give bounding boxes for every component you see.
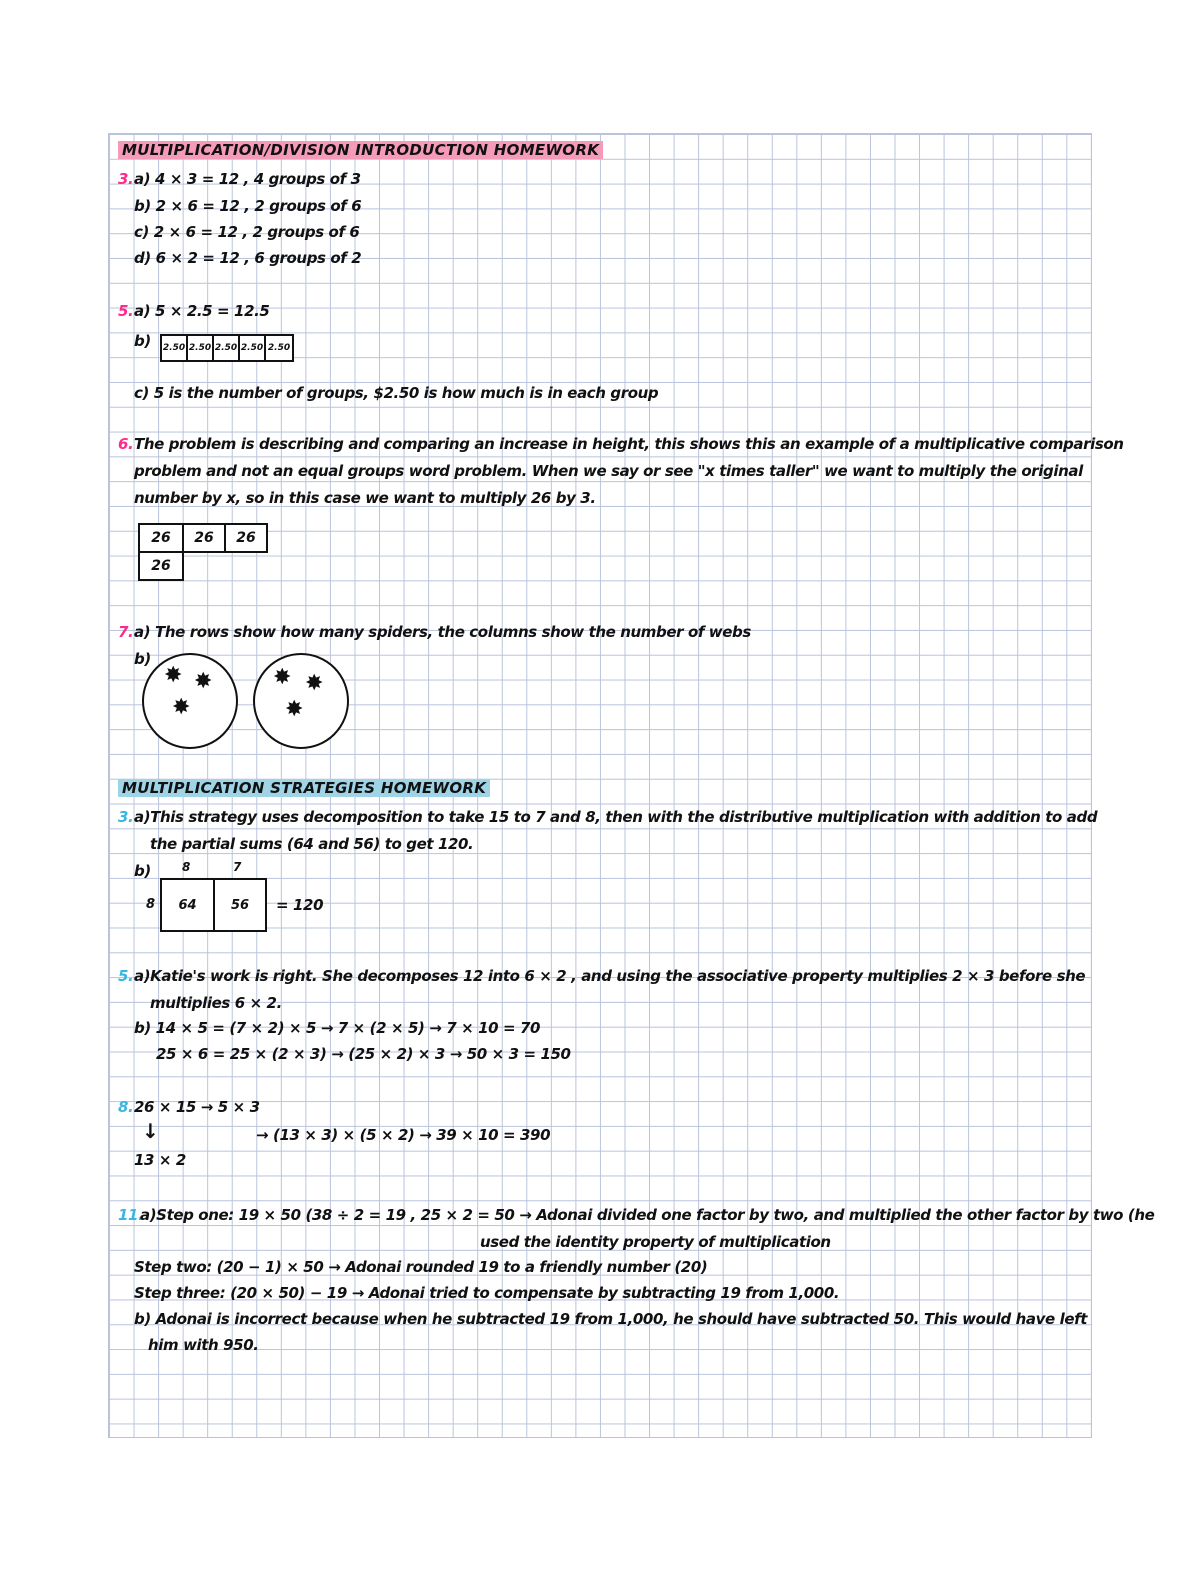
s2-q3-line-1: a)This strategy uses decomposition to take 15 to 7 and 8, then with the distributive multiplication with addition to add bbox=[134, 808, 1098, 826]
spider-icon: ✸ bbox=[172, 695, 191, 720]
s2-q5-line-4: 25 × 6 = 25 × (2 × 3) → (25 × 2) × 3 → 50 × 3 = 150 bbox=[156, 1045, 571, 1063]
area-model-row-label: 8 bbox=[146, 897, 155, 912]
tape-cell: 2.50 bbox=[160, 334, 188, 362]
s2-q5-line-3: b) 14 × 5 = (7 × 2) × 5 → 7 × (2 × 5) → 7 × 10 = 70 bbox=[134, 1019, 541, 1037]
tape-cell: 26 bbox=[138, 523, 184, 553]
q3-line-a: a) 4 × 3 = 12 , 4 groups of 3 bbox=[134, 170, 361, 188]
question-number-7: 7. bbox=[118, 623, 134, 641]
q5-line-c: c) 5 is the number of groups, $2.50 is how much is in each group bbox=[134, 384, 659, 402]
tape-cell: 2.50 bbox=[186, 334, 214, 362]
area-model-result: = 120 bbox=[276, 896, 324, 914]
question-number-3: 3. bbox=[118, 808, 134, 826]
question-number-3: 3. bbox=[118, 170, 134, 188]
s2-q11-line-2: used the identity property of multiplication bbox=[480, 1233, 831, 1251]
s2-q8-line-1: 26 × 15 → 5 × 3 bbox=[134, 1098, 260, 1116]
area-model-col-label: 8 bbox=[182, 860, 190, 874]
tape-cell: 2.50 bbox=[238, 334, 266, 362]
q6-line-2: problem and not an equal groups word problem. When we say or see "x times taller" we want to multiply the original bbox=[134, 462, 1083, 480]
tape-cell: 26 bbox=[138, 551, 184, 581]
s2-q8-line-3: 13 × 2 bbox=[134, 1151, 186, 1169]
question-number-8: 8. bbox=[118, 1098, 134, 1116]
section-heading-intro: MULTIPLICATION/DIVISION INTRODUCTION HOMEWORK bbox=[118, 141, 603, 159]
q5-line-a: a) 5 × 2.5 = 12.5 bbox=[134, 302, 270, 320]
s2-q5-line-2: multiplies 6 × 2. bbox=[150, 994, 282, 1012]
q6-line-1: The problem is describing and comparing an increase in height, this shows this an example of a multiplicative comparison bbox=[134, 435, 1124, 453]
section-heading-strategies: MULTIPLICATION STRATEGIES HOMEWORK bbox=[118, 779, 490, 797]
spider-icon: ✸ bbox=[164, 663, 183, 688]
s2-q11-line-5: b) Adonai is incorrect because when he subtracted 19 from 1,000, he should have subtracted 50. This would have left bbox=[134, 1310, 1088, 1328]
group-circle bbox=[142, 653, 238, 749]
spider-icon: ✸ bbox=[285, 697, 304, 722]
down-arrow-icon: ↓ bbox=[142, 1119, 159, 1143]
question-number-5: 5. bbox=[118, 967, 134, 985]
q7-label-b: b) bbox=[134, 650, 151, 668]
tape-cell: 2.50 bbox=[212, 334, 240, 362]
q3-line-b: b) 2 × 6 = 12 , 2 groups of 6 bbox=[134, 197, 362, 215]
s2-q11-line-4: Step three: (20 × 50) − 19 → Adonai tried to compensate by subtracting 19 from 1,000. bbox=[134, 1284, 840, 1302]
area-model-col-label: 7 bbox=[233, 860, 241, 874]
s2-q3-line-2: the partial sums (64 and 56) to get 120. bbox=[150, 835, 474, 853]
q3-line-d: d) 6 × 2 = 12 , 6 groups of 2 bbox=[134, 249, 362, 267]
spider-icon: ✸ bbox=[305, 671, 324, 696]
tape-cell: 26 bbox=[182, 523, 226, 553]
question-number-5: 5. bbox=[118, 302, 134, 320]
s2-q5-line-1: a)Katie's work is right. She decomposes 12 into 6 × 2 , and using the associative property multiplies 2 × 3 before she bbox=[134, 967, 1086, 985]
group-circle bbox=[253, 653, 349, 749]
q5-label-b: b) bbox=[134, 332, 151, 350]
spider-icon: ✸ bbox=[194, 669, 213, 694]
area-model-cell: 56 bbox=[213, 878, 267, 932]
s2-q11-line-3: Step two: (20 − 1) × 50 → Adonai rounded 19 to a friendly number (20) bbox=[134, 1258, 708, 1276]
question-number-11: 11. bbox=[118, 1206, 144, 1224]
spider-icon: ✸ bbox=[273, 665, 292, 690]
q7-line-a: a) The rows show how many spiders, the columns show the number of webs bbox=[134, 623, 751, 641]
q6-line-3: number by x, so in this case we want to multiply 26 by 3. bbox=[134, 489, 596, 507]
question-number-6: 6. bbox=[118, 435, 134, 453]
tape-cell: 2.50 bbox=[264, 334, 294, 362]
s2-q3-label-b: b) bbox=[134, 862, 151, 880]
area-model-cell: 64 bbox=[160, 878, 215, 932]
tape-cell: 26 bbox=[224, 523, 268, 553]
s2-q11-line-1: a)Step one: 19 × 50 (38 ÷ 2 = 19 , 25 × 2 = 50 → Adonai divided one factor by two, and multiplied the other factor by two (he bbox=[140, 1206, 1155, 1224]
q3-line-c: c) 2 × 6 = 12 , 2 groups of 6 bbox=[134, 223, 360, 241]
s2-q11-line-6: him with 950. bbox=[148, 1336, 259, 1354]
s2-q8-line-2: → (13 × 3) × (5 × 2) → 39 × 10 = 390 bbox=[256, 1126, 551, 1144]
